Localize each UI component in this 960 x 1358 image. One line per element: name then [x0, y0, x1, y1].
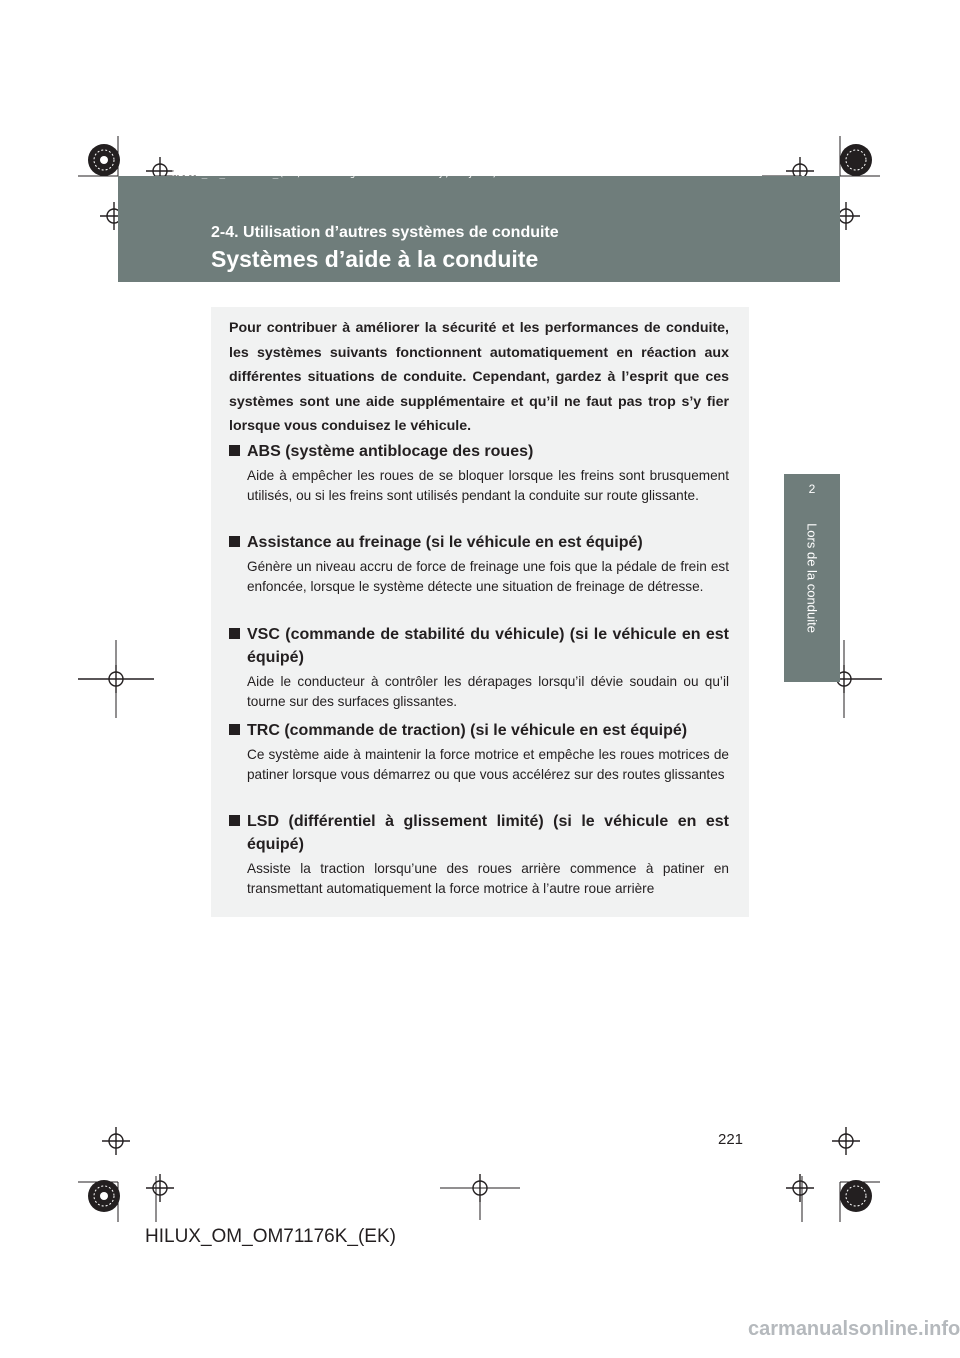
- feature-vsc: [229, 623, 729, 711]
- chapter-label: Lors de la conduite: [804, 523, 820, 633]
- feature-description: Aide à empêcher les roues de se bloquer lorsque les freins sont brusquement utilisés, ou si les freins sont utilisés pendant la conduite sur route glissante.: [247, 468, 729, 503]
- section-title: 2-4. Utilisation d’autres systèmes de conduite: [211, 224, 559, 241]
- feature-lsd: [229, 810, 729, 898]
- feature-brake-assist: [229, 531, 729, 596]
- document-code: HILUX_OM_OM71176K_(EK): [145, 1226, 396, 1247]
- square-bullet-icon: [229, 815, 240, 826]
- feature-title: VSC (commande de stabilité du véhicule) (si le véhicule en est équipé): [247, 626, 729, 666]
- chapter-number: 2: [808, 482, 816, 496]
- feature-description: Génère un niveau accru de force de freinage une fois que la pédale de frein est enfoncée, lorsque le système détecte une situation de freinage de détresse.: [247, 559, 729, 594]
- watermark-link[interactable]: carmanualsonline.info: [748, 1318, 960, 1340]
- intro-paragraph: Pour contribuer à améliorer la sécurité et les performances de conduite, les systèmes suivants fonctionnent automatiquement en réaction aux différentes situations de conduite. Cependant, gardez à l’esprit que ces systèmes sont une aide supplémentaire et qu’il ne faut pas trop s’y fier lorsque vous conduisez le véhicule.: [229, 320, 729, 434]
- feature-title: LSD (différentiel à glissement limité) (si le véhicule en est équipé): [247, 813, 729, 853]
- square-bullet-icon: [229, 628, 240, 639]
- print-stamp: HILUX_OM_OM71176K_(EK).book Page 221 Wednesday, May 16, 2012 2:32 PM: [172, 168, 575, 179]
- feature-title: ABS (système antiblocage des roues): [247, 443, 534, 460]
- square-bullet-icon: [229, 536, 240, 547]
- feature-title: TRC (commande de traction) (si le véhicule en est équipé): [247, 722, 688, 739]
- feature-abs: [229, 440, 729, 505]
- feature-description: Assiste la traction lorsqu’une des roues arrière commence à patiner en transmettant automatiquement la force motrice à l’autre roue arrière: [247, 861, 729, 896]
- page-number: 221: [718, 1131, 744, 1148]
- feature-description: Ce système aide à maintenir la force motrice et empêche les roues motrices de patiner lorsque vous démarrez ou que vous accélérez sur des routes glissantes: [247, 747, 729, 782]
- feature-description: Aide le conducteur à contrôler les dérapages lorsqu’il dévie soudain ou qu’il tourne sur des surfaces glissantes.: [247, 674, 729, 709]
- page-title: Systèmes d’aide à la conduite: [211, 246, 539, 272]
- square-bullet-icon: [229, 724, 240, 735]
- square-bullet-icon: [229, 445, 240, 456]
- feature-trc: [229, 719, 729, 784]
- feature-title: Assistance au freinage (si le véhicule en est équipé): [247, 534, 643, 551]
